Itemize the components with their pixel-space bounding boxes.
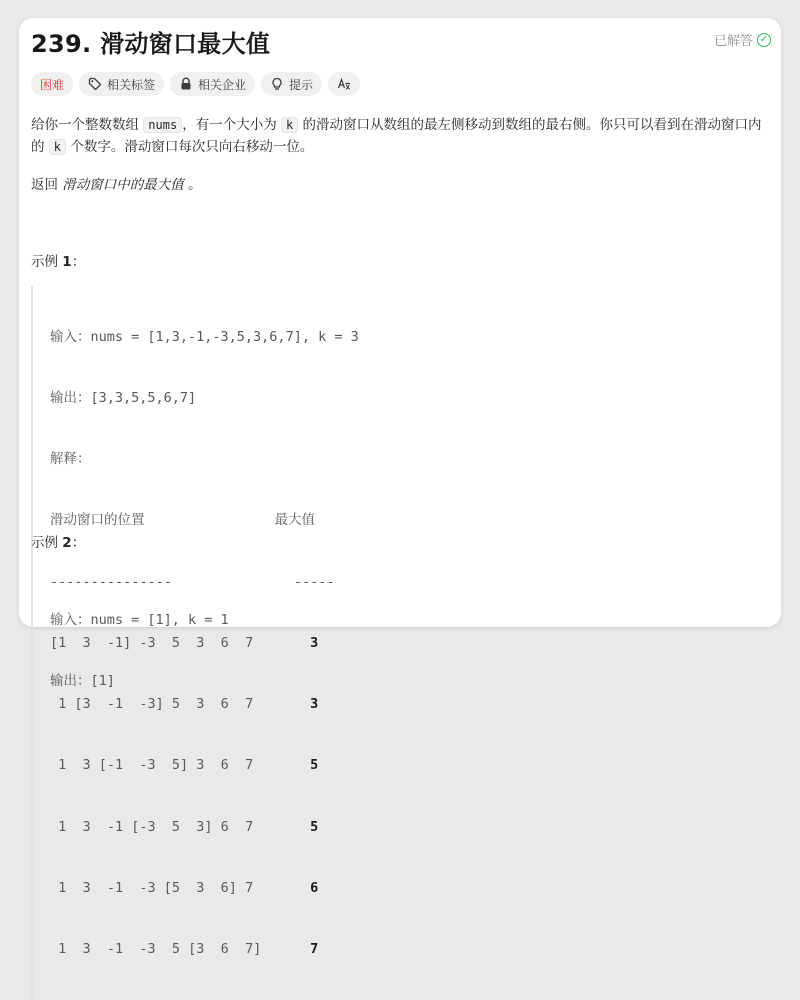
- text: ：: [71, 535, 86, 551]
- window-max: 5: [310, 757, 319, 774]
- example-output: 输出：[1]: [50, 673, 115, 690]
- problem-description: [31, 114, 771, 196]
- text: 的滑动窗口从数组的最左侧移动到数组的最右侧。你只可以看到在滑动窗口内的: [31, 117, 762, 155]
- related-tags-label: 相关标签: [107, 77, 156, 92]
- example-1-label: [31, 250, 85, 270]
- window-position: [1 3 -1] -3 5 3 6 7: [50, 634, 311, 651]
- check-circle-icon: ✓: [757, 33, 771, 47]
- inline-code-k: k: [281, 117, 298, 133]
- lock-icon: [179, 77, 193, 91]
- example-number: 1: [62, 254, 72, 270]
- window-position: 1 [3 -1 -3] 5 3 6 7: [50, 696, 311, 713]
- return-emphasis: 滑动窗口中的最大值: [62, 177, 184, 193]
- difficulty-label: 困难: [40, 77, 65, 92]
- solved-status: [714, 30, 771, 49]
- window-max: 6: [310, 879, 319, 896]
- window-table-header: 滑动窗口的位置 最大值: [50, 512, 316, 529]
- translate-icon: [337, 77, 351, 91]
- related-companies-button[interactable]: [170, 72, 255, 96]
- text: 。: [183, 177, 202, 193]
- inline-code-nums: nums: [143, 117, 182, 133]
- window-position: 1 3 -1 -3 5 [3 6 7]: [50, 941, 311, 957]
- window-max: 7: [310, 941, 319, 957]
- hint-label: 提示: [289, 77, 314, 92]
- window-table-divider: --------------- -----: [50, 573, 335, 590]
- tag-bar: [31, 72, 360, 96]
- solved-status-label: 已解答: [713, 34, 753, 49]
- text: 给你一个整数数组: [31, 117, 144, 133]
- text: 个数字。滑动窗口每次只向右移动一位。: [66, 139, 314, 155]
- text: ，有一个大小为: [182, 117, 281, 133]
- window-position: 1 3 -1 [-3 5 3] 6 7: [50, 818, 311, 835]
- text: 返回: [31, 177, 63, 193]
- tag-icon: [88, 77, 102, 91]
- example-input: 输入：nums = [1], k = 1: [50, 611, 229, 628]
- example-output: 输出：[3,3,5,5,6,7]: [50, 390, 197, 407]
- window-row: [50, 878, 359, 898]
- window-position: 1 3 -1 -3 [5 3 6] 7: [50, 879, 311, 896]
- lightbulb-icon: [270, 77, 284, 91]
- inline-code-k: k: [49, 139, 66, 155]
- hint-button[interactable]: [261, 72, 322, 96]
- return-paragraph: [31, 174, 771, 196]
- related-tags-button[interactable]: [79, 72, 164, 96]
- example-2-block: [31, 569, 229, 732]
- problem-title: 239. 滑动窗口最大值: [31, 30, 271, 58]
- example-explain-label: 解释：: [50, 451, 91, 468]
- difficulty-badge[interactable]: [31, 72, 73, 96]
- window-max: 3: [310, 696, 319, 713]
- window-row: [50, 755, 359, 775]
- window-row: [50, 939, 359, 959]
- translate-button[interactable]: [328, 72, 360, 96]
- text: 示例: [31, 254, 63, 270]
- description-paragraph: [31, 114, 771, 158]
- text: 示例: [31, 535, 63, 551]
- text: ：: [71, 254, 86, 270]
- example-input: 输入：nums = [1,3,-1,-3,5,3,6,7], k = 3: [50, 328, 359, 345]
- window-max: 3: [310, 634, 319, 651]
- window-max: 5: [310, 818, 319, 835]
- example-number: 2: [62, 535, 72, 551]
- example-2-label: [31, 531, 85, 551]
- related-companies-label: 相关企业: [198, 77, 247, 92]
- window-position: 1 3 [-1 -3 5] 3 6 7: [50, 757, 311, 774]
- problem-card: [19, 18, 781, 957]
- window-row: [50, 817, 359, 837]
